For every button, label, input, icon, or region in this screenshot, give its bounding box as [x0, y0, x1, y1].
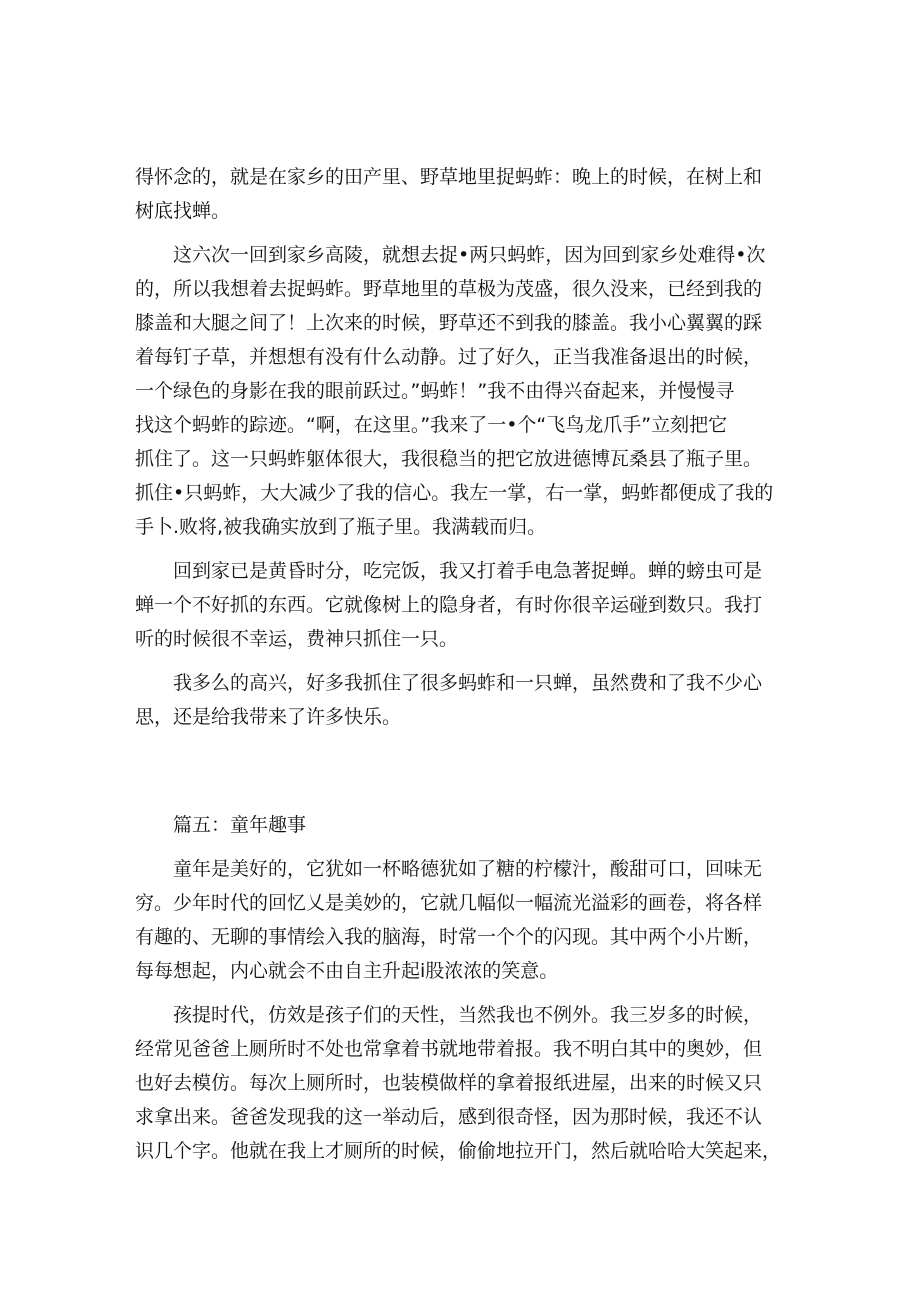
text-line: 找这个蚂蚱的踪迹。“啊，在这里。”我来了一•个“飞鸟龙爪手”立刻把它 — [135, 414, 728, 436]
text-line: 回到家已是黄昏时分，吃完饭，我又打着手电急著捉蝉。蝉的螃虫可是 — [173, 560, 763, 582]
text-line: 有趣的、无聊的事情绘入我的脑海，时常一个个的闪现。其中两个小片断， — [135, 926, 763, 948]
text-line: 蝉一个不好抓的东西。它就像树上的隐身者，有时你很辛运碰到数只。我打 — [135, 594, 763, 616]
text-line: 一个绿色的身影在我的眼前跃过。”蚂蚱！”我不由得兴奋起来，并慢慢寻 — [135, 380, 735, 402]
text-line: 手卜.败将,被我确实放到了瓶子里。我满载而归。 — [135, 516, 547, 538]
text-line: 也好去模仿。每次上厕所时，也装模做样的拿着报纸进屋，出来的时候又只 — [135, 1072, 763, 1094]
text-line: 穷。少年时代的回忆乂是美妙的，它就几幅似一幅流光溢彩的画卷，将各样 — [135, 892, 763, 914]
text-line: 孩提时代，仿效是孩子们的天性，当然我也不例外。我三岁多的时候， — [173, 1004, 763, 1026]
text-line: 树底找蝉。 — [135, 200, 231, 222]
text-line: 得怀念的，就是在家乡的田产里、野草地里捉蚂蚱：晚上的时候，在树上和 — [135, 166, 763, 188]
text-line: 思，还是给我带来了许多快乐。 — [135, 706, 402, 728]
text-line: 童年是美好的，它犹如一杯略德犹如了糖的柠檬汁，酸甜可口，回味无 — [173, 858, 763, 880]
text-line: 我多么的高兴，好多我抓住了很多蚂蚱和一只蝉，虽然费和了我不少心 — [173, 672, 763, 694]
text-line: 听的时候很不幸运，费神只抓住一只。 — [135, 628, 459, 650]
section-heading: 篇五：童年趣事 — [173, 814, 307, 836]
text-line: 的，所以我想着去捉蚂蚱。野草地里的草极为茂盛，很久没来，已经到我的 — [135, 278, 763, 300]
text-line: 每每想起，内心就会不由自主升起i股浓浓的笑意。 — [135, 960, 559, 982]
text-line: 这六次一回到家乡高陵，就想去捉•两只蚂蚱，因为回到家乡处难得•次 — [173, 244, 766, 266]
text-line: 着每钉子草，并想想有没有什么动静。过了好久，正当我准备退出的时候， — [135, 346, 763, 368]
text-line: 膝盖和大腿之间了！上次来的时候，野草还不到我的膝盖。我小心翼翼的踩 — [135, 312, 763, 334]
text-line: 抓住了。这一只蚂蚱躯体很大，我很稳当的把它放进德博瓦桑县了瓶子里。 — [135, 448, 763, 470]
text-line: 抓住•只蚂蚱，大大减少了我的信心。我左一掌，右一掌，蚂蚱都便成了我的 — [135, 482, 774, 504]
text-line: 求拿出来。爸爸发现我的这一举动后，感到很奇怪，因为那时候，我还不认 — [135, 1106, 763, 1128]
text-line: 识几个字。他就在我上才厕所的时候，偷偷地拉开门，然后就哈哈大笑起来， — [135, 1140, 782, 1162]
text-line: 经常见爸爸上厕所时不处也常拿着书就地带着报。我不明白其中的奥妙，但 — [135, 1038, 763, 1060]
